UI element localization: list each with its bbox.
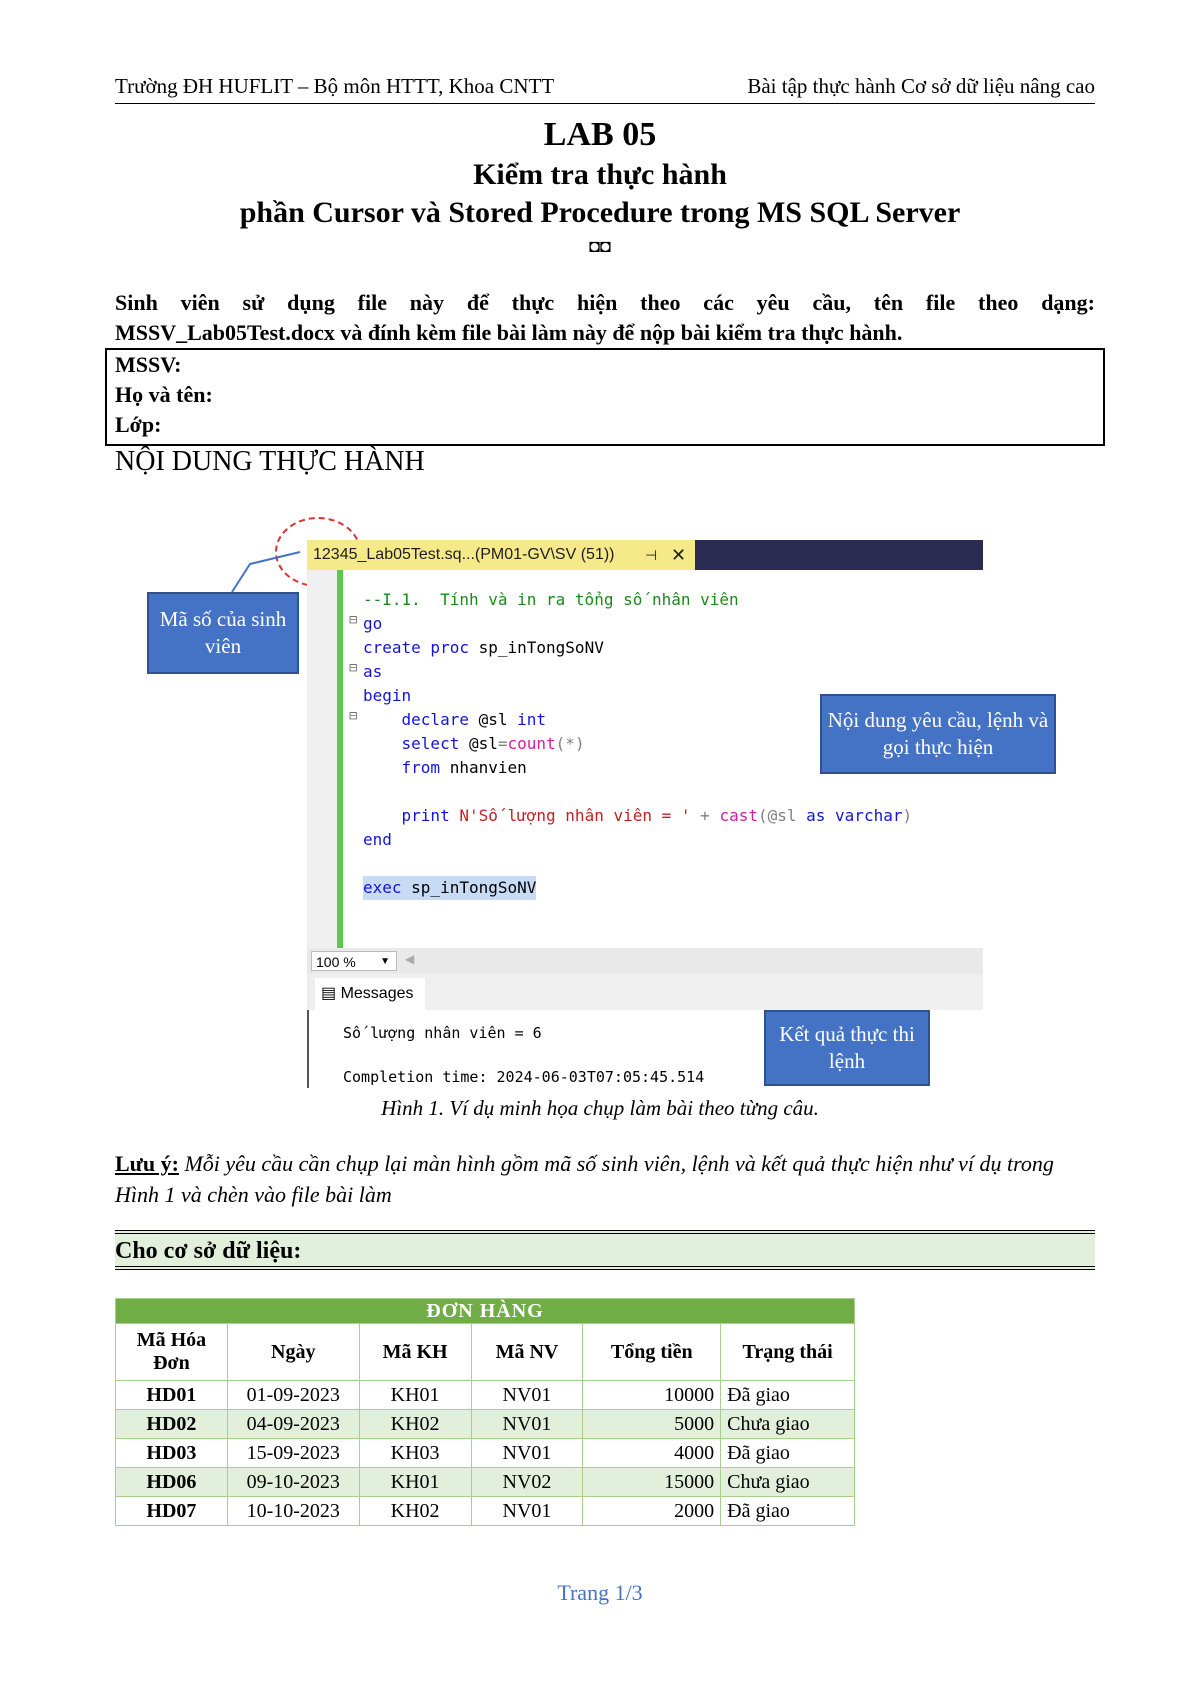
table-cell: KH02 xyxy=(359,1410,471,1439)
query-tab-title: 12345_Lab05Test.sq...(PM01-GV\SV (51)) xyxy=(313,546,615,563)
table-cell: Đã giao xyxy=(721,1497,855,1526)
column-header: Trạng thái xyxy=(721,1324,855,1381)
code-line[interactable]: create proc sp_inTongSoNV xyxy=(363,638,604,657)
orders-table xyxy=(115,1298,855,1526)
fold-icon[interactable]: ⊟ xyxy=(349,660,358,676)
callout-result: Kết quả thực thi lệnh xyxy=(764,1010,930,1086)
table-cell: Đã giao xyxy=(721,1439,855,1468)
intro-line-2: MSSV_Lab05Test.docx và đính kèm file bài làm này để nộp bài kiểm tra thực hành. xyxy=(115,320,903,345)
code-line-selected[interactable]: exec sp_inTongSoNV xyxy=(363,876,536,900)
table-cell: 5000 xyxy=(583,1410,721,1439)
header-left: Trường ĐH HUFLIT – Bộ môn HTTT, Khoa CNTT xyxy=(115,74,555,98)
table-cell: 4000 xyxy=(583,1439,721,1468)
name-label: Họ và tên: xyxy=(115,382,213,407)
mssv-label: MSSV: xyxy=(115,352,182,377)
table-cell: Chưa giao xyxy=(721,1468,855,1497)
page-title: LAB 05 xyxy=(543,116,657,153)
table-cell: Đã giao xyxy=(721,1381,855,1410)
table-cell: KH01 xyxy=(359,1468,471,1497)
table-cell: Chưa giao xyxy=(721,1410,855,1439)
header-right: Bài tập thực hành Cơ sở dữ liệu nâng cao xyxy=(747,74,1095,98)
table-row xyxy=(116,1410,855,1439)
note-paragraph xyxy=(115,1148,1095,1210)
table-row xyxy=(116,1439,855,1468)
ssms-screenshot xyxy=(307,540,983,1088)
table-row xyxy=(116,1497,855,1526)
column-header: Tổng tiền xyxy=(583,1324,721,1381)
intro-line-1: Sinh viên sử dụng file này để thực hiện theo các yêu cầu, tên file theo dạng: xyxy=(115,290,1095,315)
column-header: Mã KH xyxy=(359,1324,471,1381)
table-cell: NV01 xyxy=(471,1439,583,1468)
table-cell: HD03 xyxy=(116,1439,228,1468)
results-tab-bar xyxy=(307,974,983,1010)
table-cell: 15000 xyxy=(583,1468,721,1497)
table-row xyxy=(116,1381,855,1410)
callout-content: Nội dung yêu cầu, lệnh và gọi thực hiện xyxy=(820,694,1056,774)
note-label: Lưu ý: xyxy=(115,1151,179,1176)
pointer-line-student-id xyxy=(232,552,300,592)
messages-tab[interactable]: ▤ Messages xyxy=(315,978,425,1010)
table-header-row xyxy=(116,1324,855,1381)
page-subtitle: Kiểm tra thực hành xyxy=(473,158,727,191)
scroll-left-icon[interactable]: ◀ xyxy=(405,952,415,966)
column-header: Ngày xyxy=(227,1324,359,1381)
figure-caption: Hình 1. Ví dụ minh họa chụp làm bài theo từng câu. xyxy=(381,1096,819,1120)
code-line[interactable]: as xyxy=(363,662,383,681)
code-line[interactable]: declare @sl int xyxy=(363,710,547,729)
table-cell: KH03 xyxy=(359,1439,471,1468)
table-cell: KH01 xyxy=(359,1381,471,1410)
code-line[interactable]: print N'Số lượng nhân viên = ' + cast(@sl as varchar) xyxy=(363,806,913,825)
table-cell: 10000 xyxy=(583,1381,721,1410)
column-header: Mã Hóa Đơn xyxy=(116,1324,228,1381)
table-cell: HD01 xyxy=(116,1381,228,1410)
fold-icon[interactable]: ⊟ xyxy=(349,612,358,628)
code-line[interactable]: begin xyxy=(363,686,412,705)
table-cell: NV01 xyxy=(471,1410,583,1439)
table-caption: ĐƠN HÀNG xyxy=(116,1299,855,1324)
table-cell: 2000 xyxy=(583,1497,721,1526)
zoom-bar xyxy=(307,948,983,974)
divider xyxy=(307,1010,309,1088)
close-icon[interactable]: ✕ xyxy=(671,545,687,565)
table-cell: NV01 xyxy=(471,1381,583,1410)
change-indicator-bar xyxy=(337,570,343,952)
message-line: Completion time: 2024-06-03T07:05:45.514 xyxy=(343,1068,705,1086)
table-cell: KH02 xyxy=(359,1497,471,1526)
table-row xyxy=(116,1468,855,1497)
table-cell: 15-09-2023 xyxy=(227,1439,359,1468)
code-line[interactable]: select @sl=count(*) xyxy=(363,734,585,753)
title-ornament: ◘◘ xyxy=(589,236,611,256)
table-cell: 04-09-2023 xyxy=(227,1410,359,1439)
section-title: NỘI DUNG THỰC HÀNH xyxy=(115,446,425,477)
callout-student-id: Mã số của sinh viên xyxy=(147,592,299,674)
table-cell: NV02 xyxy=(471,1468,583,1497)
chevron-down-icon: ▼ xyxy=(380,956,390,967)
table-cell: HD07 xyxy=(116,1497,228,1526)
database-heading: Cho cơ sở dữ liệu: xyxy=(115,1230,1095,1270)
page-subtitle-2: phần Cursor và Stored Procedure trong MS SQL Server xyxy=(239,196,961,229)
table-cell: 10-10-2023 xyxy=(227,1497,359,1526)
pin-icon[interactable]: ⊣ xyxy=(645,547,658,563)
code-line[interactable]: go xyxy=(363,614,383,633)
page-footer: Trang 1/3 xyxy=(557,1580,643,1605)
table-cell: NV01 xyxy=(471,1497,583,1526)
code-line[interactable]: --I.1. Tính và in ra tổng số nhân viên xyxy=(363,590,739,609)
table-cell: HD02 xyxy=(116,1410,228,1439)
fold-icon[interactable]: ⊟ xyxy=(349,708,358,724)
table-cell: 09-10-2023 xyxy=(227,1468,359,1497)
message-line: Số lượng nhân viên = 6 xyxy=(343,1024,542,1042)
query-tab[interactable] xyxy=(307,540,695,570)
zoom-select[interactable]: 100 % ▼ xyxy=(311,951,397,971)
messages-icon: ▤ xyxy=(321,985,341,1002)
table-cell: HD06 xyxy=(116,1468,228,1497)
table-cell: 01-09-2023 xyxy=(227,1381,359,1410)
class-label: Lớp: xyxy=(115,412,162,437)
code-line[interactable]: end xyxy=(363,830,392,849)
column-header: Mã NV xyxy=(471,1324,583,1381)
editor-gutter xyxy=(307,570,337,952)
code-line[interactable]: from nhanvien xyxy=(363,758,527,777)
note-text: Mỗi yêu cầu cần chụp lại màn hình gồm mã số sinh viên, lệnh và kết quả thực hiện như ví dụ trong Hình 1 và chèn vào file bài làm xyxy=(115,1151,1054,1207)
